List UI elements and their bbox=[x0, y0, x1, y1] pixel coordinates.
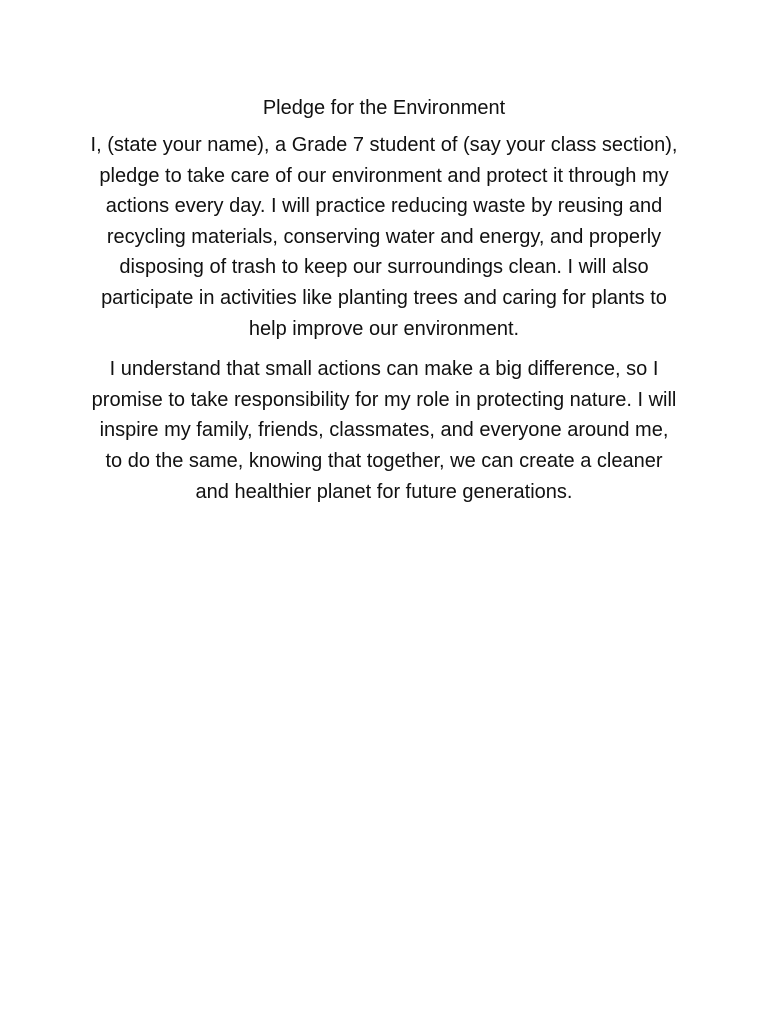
document-title: Pledge for the Environment bbox=[262, 97, 506, 119]
pledge-paragraph-2: I understand that small actions can make a big difference, so I promise to take responsibility for my role in protecting nature. I will inspire my family, friends, classmates, and everyone around me, to do the same, knowing that together, we can create a cleaner and healthier planet for future generations. bbox=[91, 358, 677, 503]
document-body bbox=[90, 94, 678, 517]
pledge-paragraph-1: I, (state your name), a Grade 7 student of (say your class section), pledge to take care of our environment and protect it through my actions every day. I will practice reducing waste by reusing and recycling materials, conserving water and energy, and properly disposing of trash to keep our surroundings clean. I will also participate in activities like planting trees and caring for plants to help improve our environment. bbox=[90, 134, 678, 340]
